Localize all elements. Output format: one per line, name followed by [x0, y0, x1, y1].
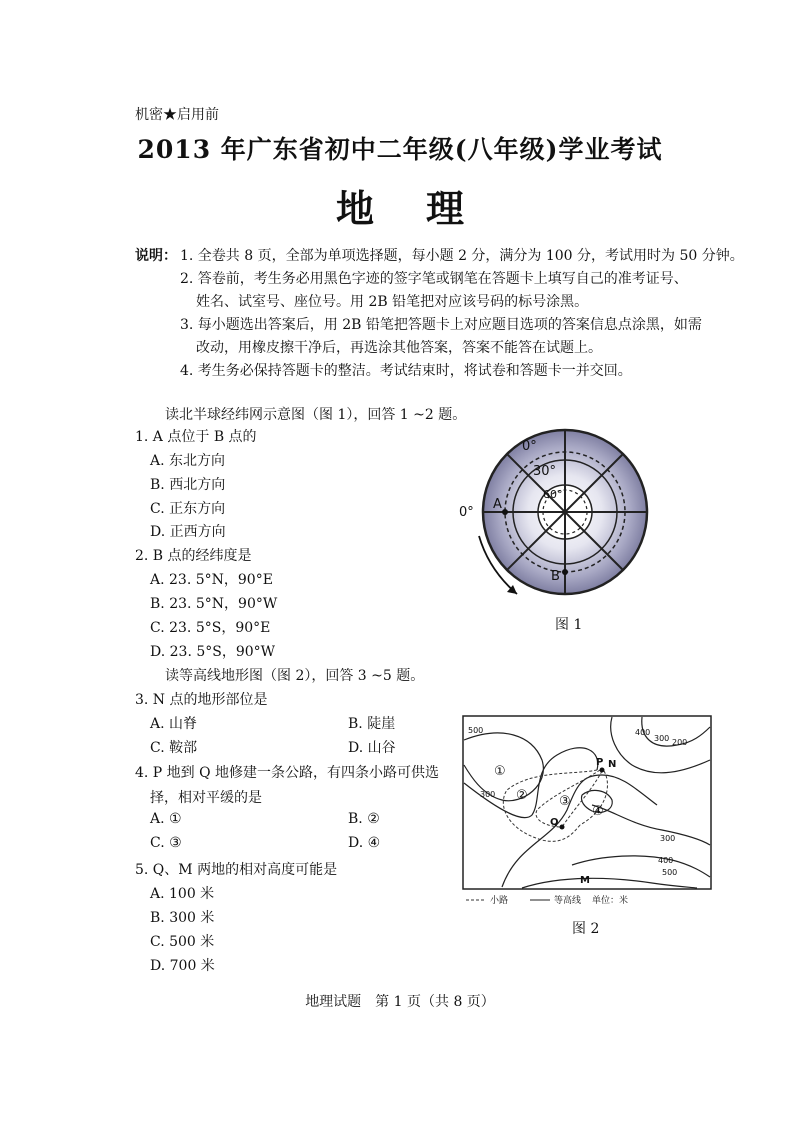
figure1-polar-grid — [455, 420, 675, 600]
contour-value: 500 — [468, 726, 484, 735]
instruction-line: 4. 考生务必保持答题卡的整洁。考试结束时，将试卷和答题卡一并交回。 — [180, 363, 632, 379]
point-b-label: B — [551, 569, 560, 584]
point-b-marker — [562, 569, 568, 575]
question-stem: 4. P 地到 Q 地修建一条公路，有四条小路可供选 — [135, 765, 440, 781]
subject-title: 地理 — [335, 186, 516, 231]
point-a-marker — [502, 509, 508, 515]
instruction-line: 改动，用橡皮擦干净后，再选涂其他答案，答案不能答在试题上。 — [196, 340, 602, 356]
question-stem: 择，相对平缓的是 — [150, 790, 262, 806]
section-intro: 读北半球经纬网示意图（图 1），回答 1 ~2 题。 — [165, 407, 467, 423]
contour-value: 200 — [672, 738, 688, 747]
instruction-line: 姓名、试室号、座位号。用 2B 铅笔把对应该号码的标号涂黑。 — [196, 294, 589, 310]
point-p-label: P — [596, 757, 604, 768]
question-stem: 1. A 点位于 B 点的 — [135, 429, 257, 445]
path-label-4: ④ — [592, 804, 604, 819]
question-option: D. 700 米 — [150, 958, 215, 974]
instructions-label: 说明： — [135, 248, 177, 264]
page-footer: 地理试题 第 1 页（共 8 页） — [305, 994, 495, 1010]
question-option: A. 23. 5°N，90°E — [150, 572, 273, 588]
question-stem: 5. Q、M 两地的相对高度可能是 — [135, 862, 338, 878]
question-option: B. 23. 5°N，90°W — [150, 596, 278, 612]
legend-contour-label: 等高线 — [554, 896, 582, 906]
contour-value: 400 — [658, 856, 674, 865]
question-option: C. 鞍部 — [150, 740, 198, 756]
point-p-marker — [600, 768, 605, 773]
point-q-marker — [560, 825, 565, 830]
instruction-line: 1. 全卷共 8 页，全部为单项选择题，每小题 2 分，满分为 100 分，考试用时为 50 分钟。 — [180, 248, 744, 264]
figure2-caption: 图 2 — [572, 921, 600, 937]
point-q-label: Q — [550, 817, 559, 828]
question-option: B. ② — [348, 811, 380, 827]
question-option: C. 500 米 — [150, 934, 215, 950]
question-option: A. 100 米 — [150, 886, 215, 902]
contour-value: 500 — [662, 868, 678, 877]
point-m-label: M — [580, 875, 590, 886]
lon0-left-label: 0° — [459, 505, 474, 520]
question-option: D. 23. 5°S，90°W — [150, 644, 276, 660]
path-label-1: ① — [494, 764, 506, 779]
question-option: C. ③ — [150, 835, 182, 851]
path-label-3: ③ — [559, 794, 571, 809]
instruction-line: 3. 每小题选出答案后，用 2B 铅笔把答题卡上对应题目选项的答案信息点涂黑，如需 — [180, 317, 702, 333]
question-option: D. ④ — [348, 835, 381, 851]
lat30-label: 30° — [533, 464, 557, 479]
contour-value: 300 — [654, 734, 670, 743]
question-option: B. 陡崖 — [348, 716, 396, 732]
question-option: A. ① — [150, 811, 182, 827]
section-intro: 读等高线地形图（图 2），回答 3 ~5 题。 — [165, 668, 425, 684]
legend-unit-label: 单位：米 — [592, 896, 629, 906]
path-label-2: ② — [516, 788, 528, 803]
lat60-label: 60° — [543, 488, 563, 501]
lon0-top-label: 0° — [522, 439, 537, 454]
question-option: A. 山脊 — [150, 716, 198, 732]
figure1-caption: 图 1 — [555, 617, 583, 633]
confidential-label: 机密★启用前 — [135, 107, 219, 123]
contour-value: 400 — [635, 728, 651, 737]
question-stem: 3. N 点的地形部位是 — [135, 692, 268, 708]
question-option: D. 山谷 — [348, 740, 396, 756]
point-n-label: N — [608, 759, 617, 770]
exam-title: 2013 年广东省初中二年级(八年级)学业考试 — [137, 135, 663, 164]
figure2-contour-map — [462, 715, 714, 909]
question-option: B. 西北方向 — [150, 477, 226, 493]
contour-value: 300 — [480, 790, 496, 799]
question-option: C. 正东方向 — [150, 501, 226, 517]
question-option: D. 正西方向 — [150, 524, 226, 540]
question-stem: 2. B 点的经纬度是 — [135, 548, 252, 564]
question-option: C. 23. 5°S，90°E — [150, 620, 271, 636]
question-option: B. 300 米 — [150, 910, 215, 926]
question-option: A. 东北方向 — [150, 453, 226, 469]
legend-path-label: 小路 — [490, 896, 509, 906]
point-a-label: A — [493, 497, 502, 512]
instruction-line: 2. 答卷前，考生务必用黑色字迹的签字笔或钢笔在答题卡上填写自己的准考证号、 — [180, 271, 688, 287]
contour-value: 300 — [660, 834, 676, 843]
